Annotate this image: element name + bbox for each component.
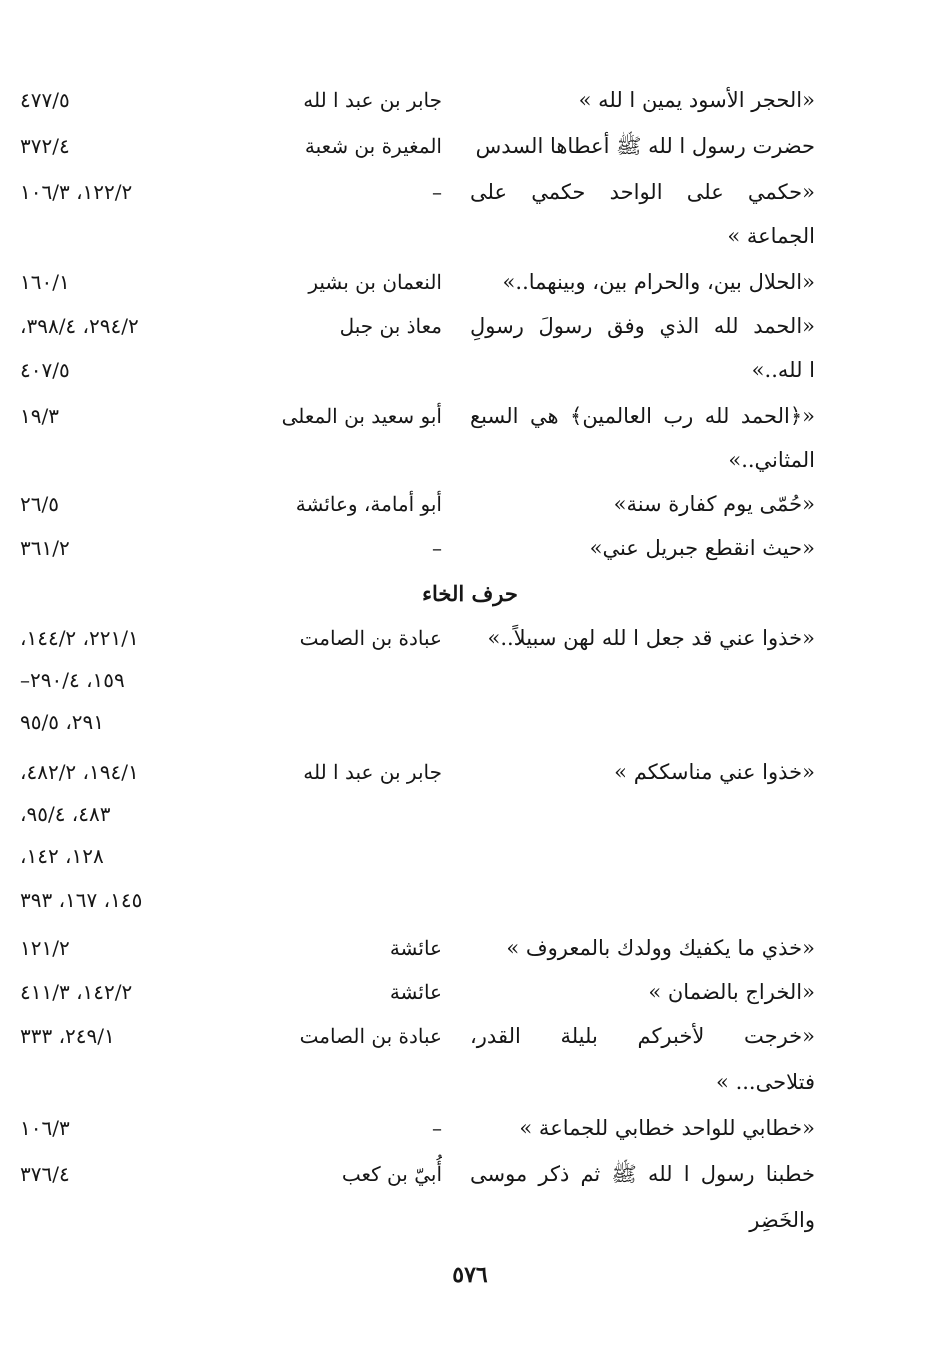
volume-page-ref: ٤٧٧/٥ bbox=[20, 88, 70, 112]
hadith-text: والخَضِر bbox=[749, 1208, 815, 1232]
index-entry-continuation bbox=[0, 216, 940, 256]
volume-page-ref: ١٤٥، ١٦٧، ٣٩٣ bbox=[20, 888, 143, 912]
narrator-name bbox=[257, 880, 442, 920]
hadith-text bbox=[470, 660, 815, 700]
section-title: حرف الخاء bbox=[422, 581, 518, 606]
hadith-text bbox=[470, 702, 815, 742]
index-entry bbox=[0, 1154, 940, 1194]
hadith-text: حضرت رسول ا لله ﷺ أعطاها السدس bbox=[475, 134, 815, 158]
narrator-name bbox=[257, 216, 442, 256]
volume-page-ref: ١٠٦/٣ bbox=[20, 1116, 70, 1140]
index-entry-continuation bbox=[0, 702, 940, 742]
index-entry bbox=[0, 1108, 940, 1148]
volume-page-ref: ١٢٢/٢، ١٠٦/٣ bbox=[20, 180, 133, 204]
hadith-text: الجماعة » bbox=[727, 224, 815, 248]
hadith-text: المثاني..» bbox=[728, 448, 815, 472]
volume-page-ref: ٣٧٢/٤ bbox=[20, 134, 70, 158]
narrator-name bbox=[257, 1062, 442, 1102]
narrator-name: عائشة bbox=[389, 980, 442, 1004]
hadith-text: «الحمد لله الذي وفق رسولَ رسولِ bbox=[470, 314, 815, 338]
index-entry bbox=[0, 262, 940, 302]
narrator-name: جابر بن عبد ا لله bbox=[303, 760, 442, 784]
narrator-name bbox=[257, 1200, 442, 1240]
hadith-text: «حكمي على الواحد حكمي على bbox=[470, 180, 815, 204]
hadith-text bbox=[470, 794, 815, 834]
narrator-name bbox=[257, 440, 442, 480]
hadith-text: ا لله..» bbox=[751, 358, 815, 382]
narrator-name bbox=[257, 702, 442, 742]
narrator-name: النعمان بن بشير bbox=[308, 270, 442, 294]
volume-page-ref: ٤٠٧/٥ bbox=[20, 358, 70, 382]
hadith-text: «الخراج بالضمان » bbox=[648, 980, 815, 1004]
narrator-name bbox=[257, 350, 442, 390]
narrator-name: معاذ بن جبل bbox=[339, 314, 442, 338]
hadith-text: فتلاحى... » bbox=[716, 1070, 815, 1094]
index-entry bbox=[0, 528, 940, 568]
index-entry-continuation bbox=[0, 350, 940, 390]
volume-page-ref: ٢٢١/١، ١٤٤/٢، bbox=[20, 626, 139, 650]
volume-page-ref: ٣٧٦/٤ bbox=[20, 1162, 70, 1186]
hadith-text: «خرجت لأخبركم بليلة القدر، bbox=[470, 1024, 815, 1048]
volume-page-ref: ٤٨٣، ٩٥/٤، bbox=[20, 802, 111, 826]
volume-page-ref: ١٦٠/١ bbox=[20, 270, 70, 294]
narrator-name: أبو أمامة، وعائشة bbox=[295, 492, 442, 516]
page-number: ٥٧٦ bbox=[452, 1262, 488, 1288]
volume-page-ref: ١٢٨، ١٤٢، bbox=[20, 844, 104, 868]
index-entry bbox=[0, 484, 940, 524]
hadith-text: «حيث انقطع جبريل عني» bbox=[589, 536, 815, 560]
index-entry-continuation bbox=[0, 660, 940, 700]
narrator-name: – bbox=[432, 536, 442, 560]
index-entry bbox=[0, 306, 940, 346]
index-entry bbox=[0, 172, 940, 212]
volume-page-ref: ٢٦/٥ bbox=[20, 492, 59, 516]
hadith-text: «خذوا عني قد جعل ا لله لهن سبيلاً..» bbox=[487, 626, 815, 650]
index-entry-continuation bbox=[0, 440, 940, 480]
volume-page-ref bbox=[20, 1200, 225, 1240]
hadith-text bbox=[470, 836, 815, 876]
narrator-name bbox=[257, 660, 442, 700]
index-entry bbox=[0, 396, 940, 436]
hadith-text: «الحجر الأسود يمين ا لله » bbox=[578, 88, 815, 112]
volume-page-ref: ١٥٩، ٢٩٠/٤– bbox=[20, 668, 125, 692]
index-entry-continuation bbox=[0, 1200, 940, 1240]
volume-page-ref: ١٩/٣ bbox=[20, 404, 59, 428]
volume-page-ref: ٣٦١/٢ bbox=[20, 536, 70, 560]
hadith-text: «خطابي للواحد خطابي للجماعة » bbox=[519, 1116, 815, 1140]
volume-page-ref bbox=[20, 216, 225, 256]
narrator-name: عبادة بن الصامت bbox=[299, 1024, 442, 1048]
volume-page-ref bbox=[20, 1062, 225, 1102]
index-entry-continuation bbox=[0, 836, 940, 876]
index-entry bbox=[0, 80, 940, 120]
narrator-name bbox=[257, 794, 442, 834]
narrator-name: أُبيّ بن كعب bbox=[341, 1162, 442, 1186]
index-entry bbox=[0, 126, 940, 166]
narrator-name: جابر بن عبد ا لله bbox=[303, 88, 442, 112]
index-entry bbox=[0, 618, 940, 658]
narrator-name: عبادة بن الصامت bbox=[299, 626, 442, 650]
volume-page-ref bbox=[20, 440, 225, 480]
hadith-text: «خذي ما يكفيك وولدك بالمعروف » bbox=[506, 936, 815, 960]
index-entry bbox=[0, 1016, 940, 1056]
narrator-name: المغيرة بن شعبة bbox=[304, 134, 442, 158]
narrator-name: أبو سعيد بن المعلى bbox=[281, 404, 442, 428]
volume-page-ref: ٢٤٩/١، ٣٣٣ bbox=[20, 1024, 115, 1048]
narrator-name: – bbox=[432, 1116, 442, 1140]
volume-page-ref: ١٤٢/٢، ٤١١/٣ bbox=[20, 980, 133, 1004]
narrator-name: عائشة bbox=[389, 936, 442, 960]
hadith-text bbox=[470, 880, 815, 920]
volume-page-ref: ١٩٤/١، ٤٨٢/٢، bbox=[20, 760, 139, 784]
index-entry bbox=[0, 752, 940, 792]
narrator-name bbox=[257, 836, 442, 876]
volume-page-ref: ١٢١/٢ bbox=[20, 936, 70, 960]
hadith-text: «الحلال بين، والحرام بين، وبينهما..» bbox=[502, 270, 815, 294]
volume-page-ref: ٢٩١، ٩٥/٥ bbox=[20, 710, 105, 734]
hadith-text: «حُمّى يوم كفارة سنة» bbox=[613, 492, 815, 516]
index-entry-continuation bbox=[0, 794, 940, 834]
index-entry-continuation bbox=[0, 1062, 940, 1102]
hadith-text: خطبنا رسول ا لله ﷺ ثم ذكر موسى bbox=[470, 1162, 815, 1186]
hadith-text: «خذوا عني مناسككم » bbox=[614, 760, 815, 784]
narrator-name: – bbox=[432, 180, 442, 204]
index-entry bbox=[0, 972, 940, 1012]
index-entry-continuation bbox=[0, 880, 940, 920]
hadith-text: «﴿الحمد لله رب العالمين﴾ هي السبع bbox=[470, 404, 815, 428]
index-entry bbox=[0, 928, 940, 968]
volume-page-ref: ٢٩٤/٢، ٣٩٨/٤، bbox=[20, 314, 139, 338]
